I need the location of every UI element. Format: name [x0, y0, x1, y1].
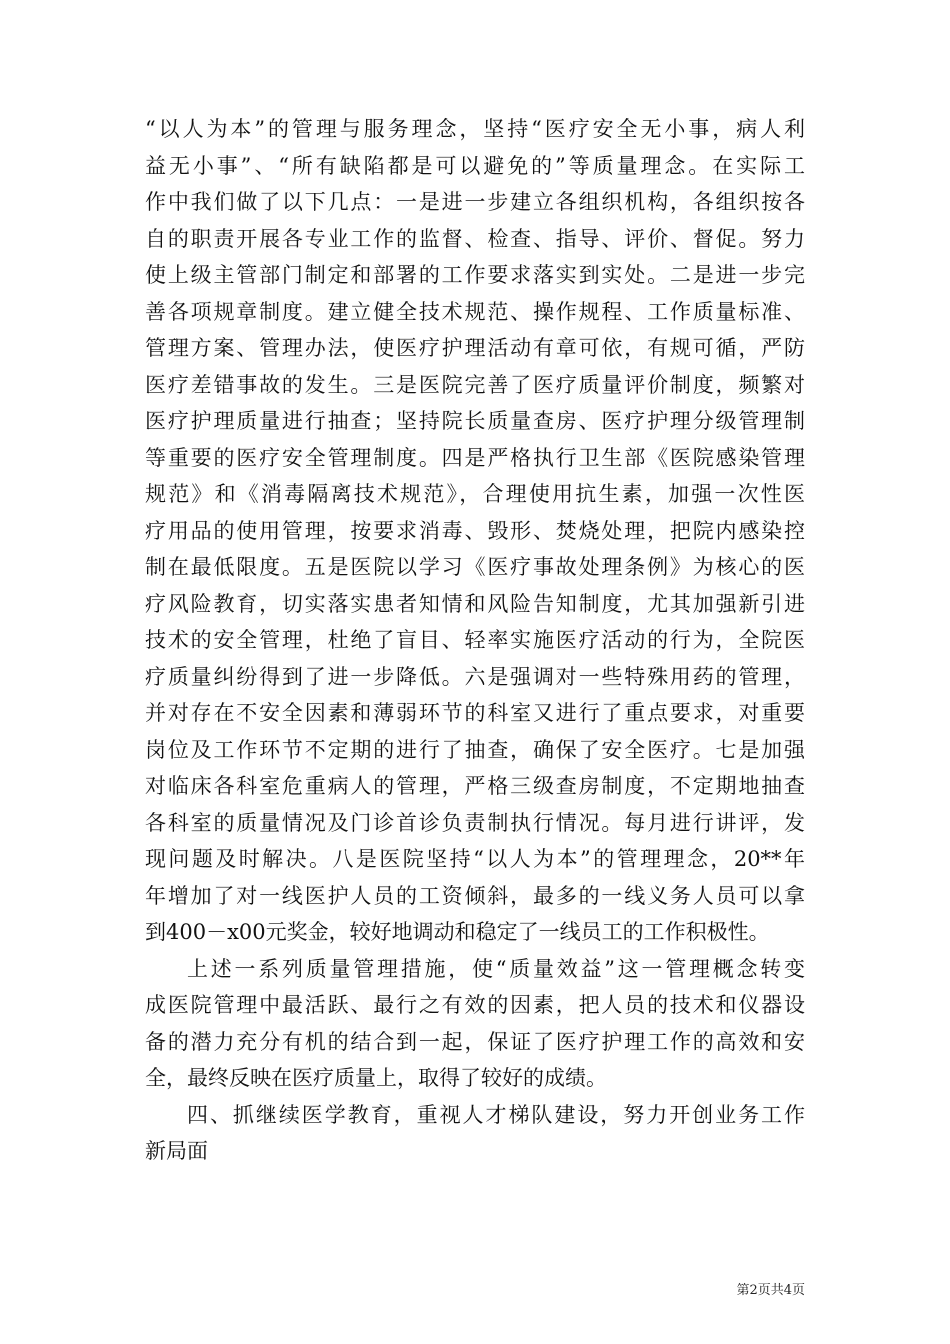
text-line: 管理方案、管理办法，使医疗护理活动有章可依，有规可循，严防: [145, 336, 805, 360]
text-line: 备的潜力充分有机的结合到一起，保证了医疗护理工作的高效和安: [145, 1029, 805, 1054]
text-line: 到400－x00元奖金，较好地调动和稳定了一线员工的工作积极性。: [145, 920, 770, 944]
text-line: 医疗差错事故的发生。三是医院完善了医疗质量评价制度，频繁对: [145, 372, 805, 397]
body-text: [145, 111, 805, 1170]
text-line: 各科室的质量情况及门诊首诊负责制执行情况。每月进行讲评，发: [145, 810, 805, 835]
text-line: 对临床各科室危重病人的管理，严格三级查房制度，不定期地抽查: [145, 774, 805, 798]
text-line: 制在最低限度。五是医院以学习《医疗事故处理条例》为核心的医: [145, 555, 805, 579]
text-line: 善各项规章制度。建立健全技术规范、操作规程、工作质量标准、: [145, 299, 805, 324]
section-heading-line: 新局面: [145, 1139, 208, 1163]
page-number: 第2页共4页: [736, 1283, 805, 1298]
text-line: 技术的安全管理，杜绝了盲目、轻率实施医疗活动的行为，全院医: [145, 628, 805, 652]
text-line: 使上级主管部门制定和部署的工作要求落实到实处。二是进一步完: [145, 263, 805, 287]
text-line: 疗用品的使用管理，按要求消毒、毁形、焚烧处理，把院内感染控: [145, 518, 805, 543]
text-line: 岗位及工作环节不定期的进行了抽查，确保了安全医疗。七是加强: [145, 737, 805, 762]
text-line: 医疗护理质量进行抽查；坚持院长质量查房、医疗护理分级管理制: [145, 409, 805, 433]
text-line: 疗质量纠纷得到了进一步降低。六是强调对一些特殊用药的管理，: [145, 664, 805, 689]
text-line: 自的职责开展各专业工作的监督、检查、指导、评价、督促。努力: [145, 226, 805, 251]
section-heading-line: 四、抓继续医学教育，重视人才梯队建设，努力开创业务工作: [187, 1102, 805, 1127]
text-line: “以人为本”的管理与服务理念，坚持“医疗安全无小事，病人利: [145, 117, 805, 141]
text-line: 并对存在不安全因素和薄弱环节的科室又进行了重点要求，对重要: [145, 701, 805, 725]
text-line: 年增加了对一线医护人员的工资倾斜，最多的一线义务人员可以拿: [145, 883, 805, 908]
text-line: 益无小事”、“所有缺陷都是可以避免的”等质量理念。在实际工: [145, 153, 805, 178]
text-line: 作中我们做了以下几点：一是进一步建立各组织机构，各组织按各: [145, 190, 805, 214]
text-line: 现问题及时解决。八是医院坚持“以人为本”的管理理念，20**年: [145, 847, 805, 871]
text-line: 上述一系列质量管理措施，使“质量效益”这一管理概念转变: [187, 956, 805, 981]
text-line: 疗风险教育，切实落实患者知情和风险告知制度，尤其加强新引进: [145, 591, 805, 616]
text-line: 规范》和《消毒隔离技术规范》，合理使用抗生素，加强一次性医: [145, 482, 805, 506]
text-line: 等重要的医疗安全管理制度。四是严格执行卫生部《医院感染管理: [145, 445, 805, 470]
text-line: 全，最终反映在医疗质量上，取得了较好的成绩。: [145, 1066, 607, 1090]
text-line: 成医院管理中最活跃、最行之有效的因素，把人员的技术和仪器设: [145, 993, 805, 1017]
